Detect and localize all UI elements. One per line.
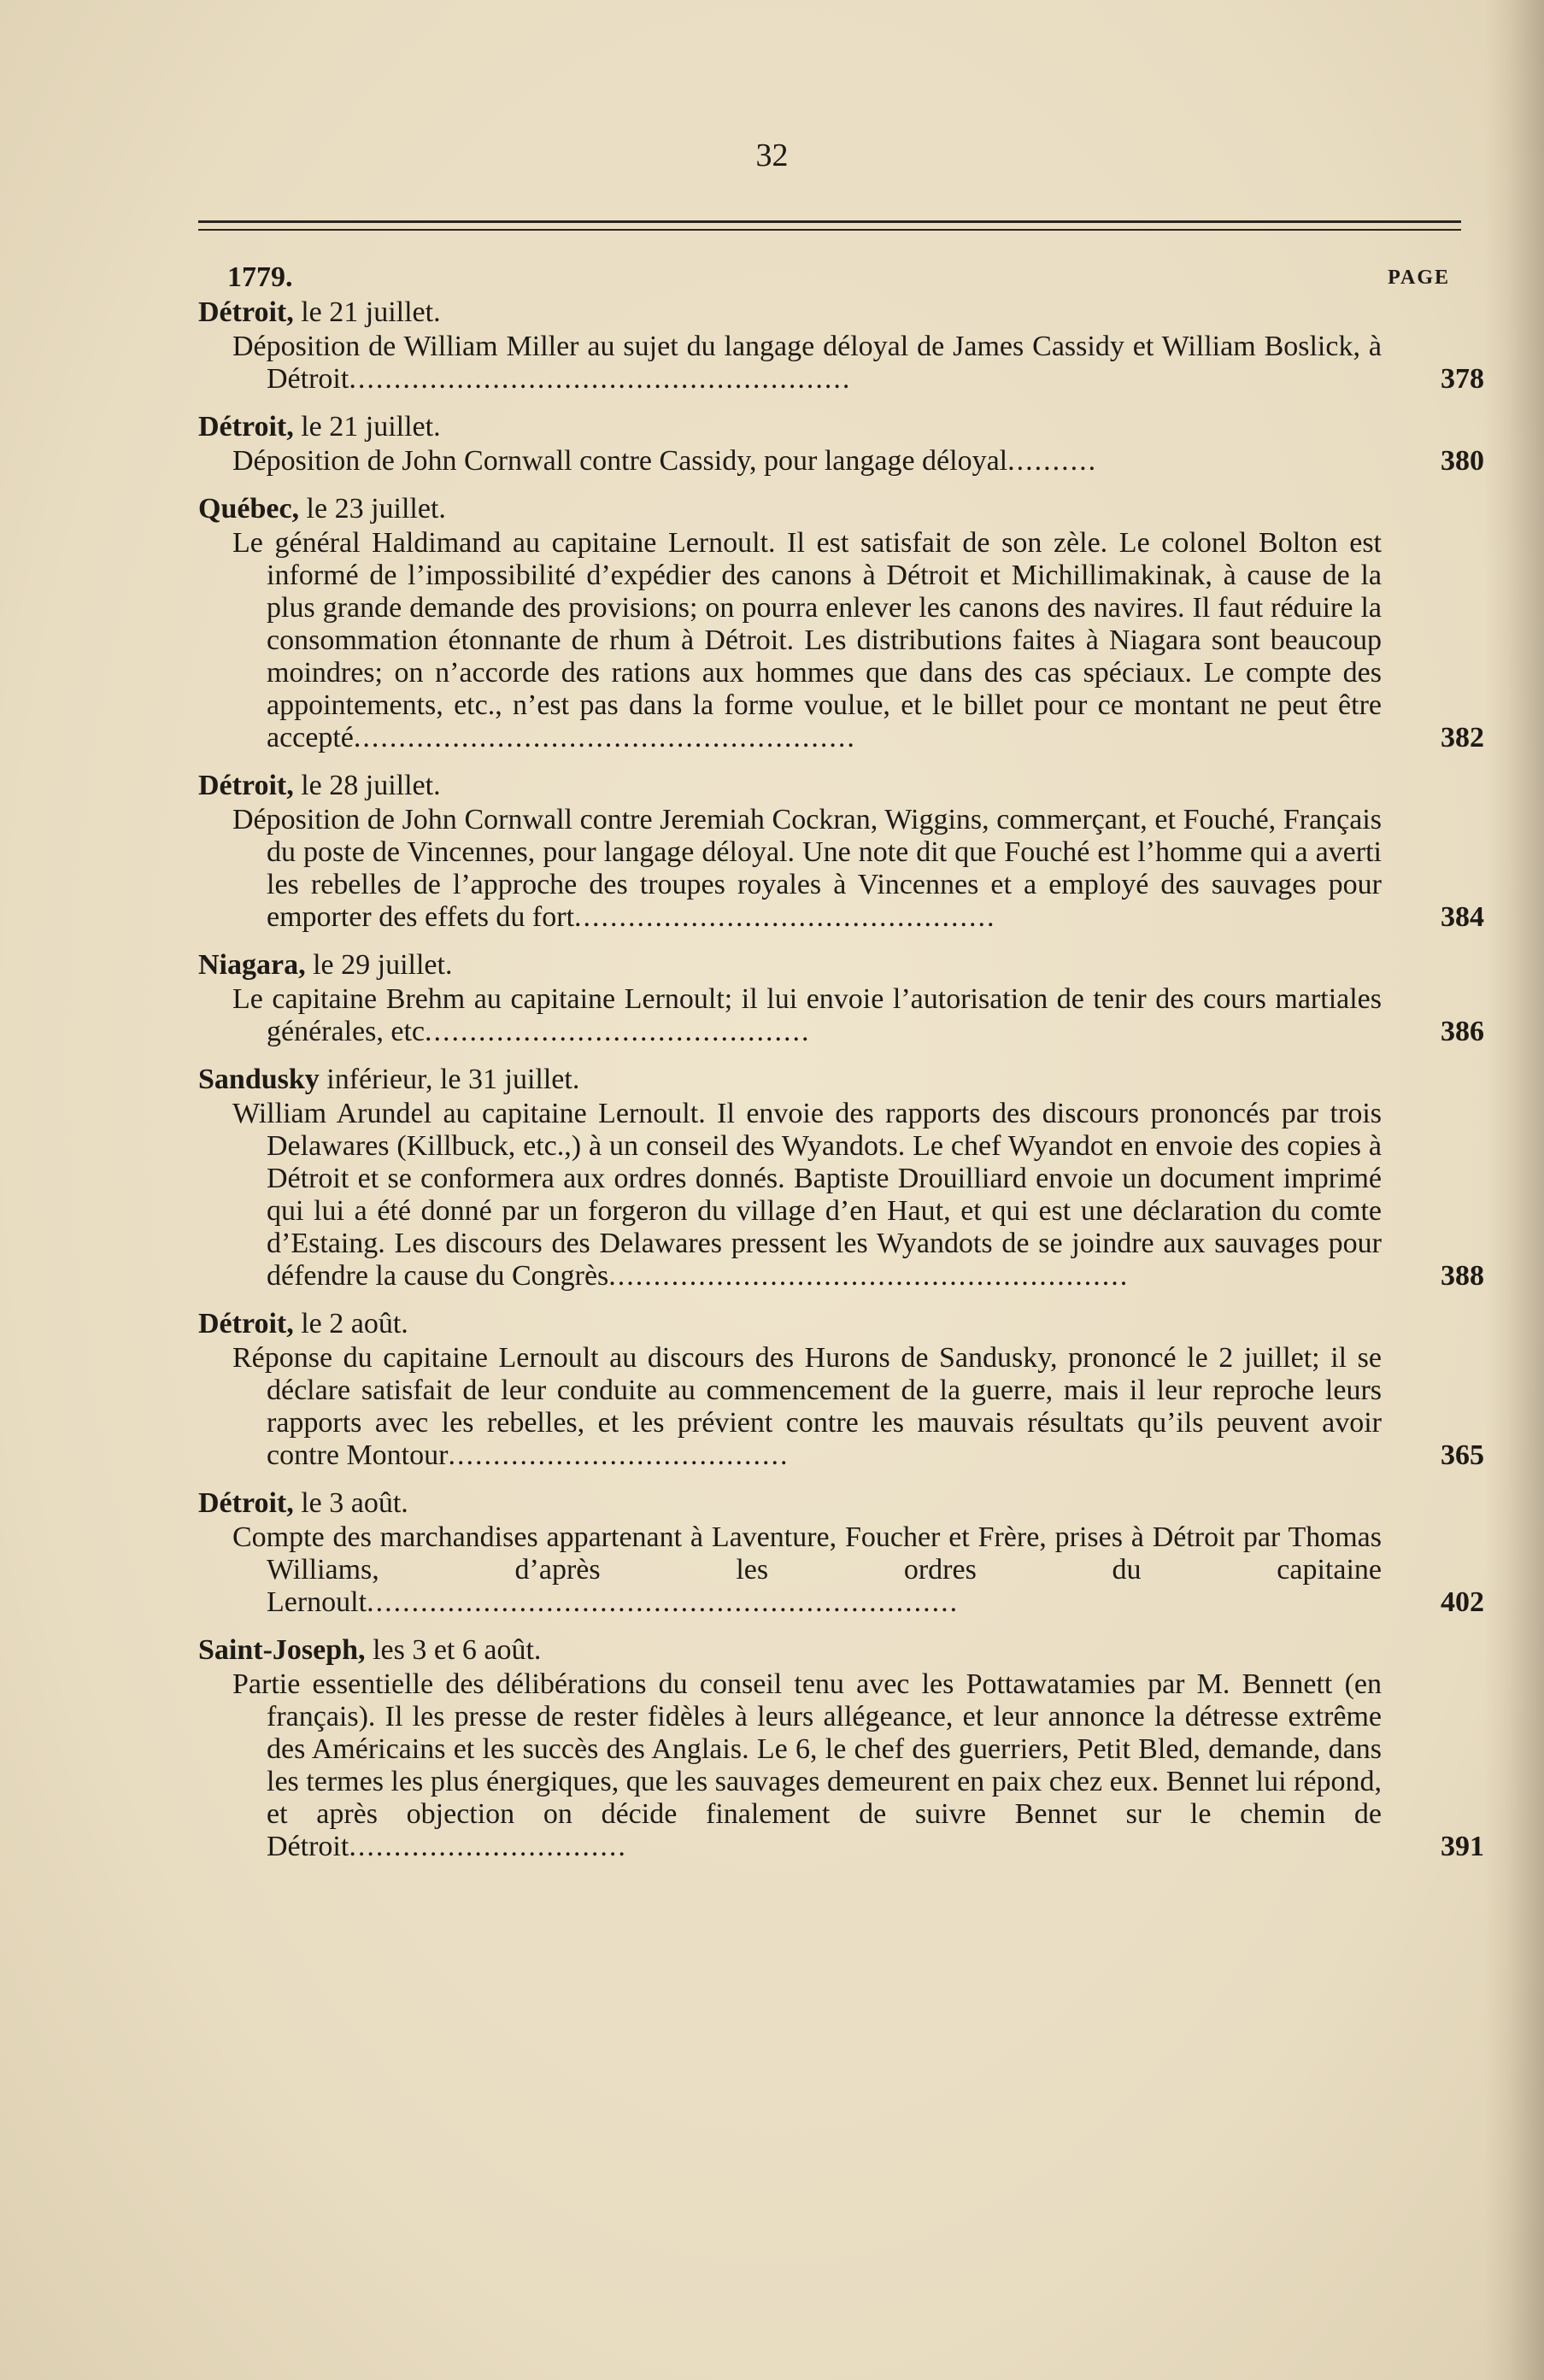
entry-text: Partie essentielle des délibérations du conseil tenu avec les Pottawatamies par M. Bennett (en français). Il les presse de rester fidèles à leurs allégeance, et leur annonce la détresse extrême des Américains et les succès des Anglais. Le 6, le chef des guerriers, Petit Bled, demande, dans les termes les plus énergiques, que les sauvages demeurent en paix chez eux. Bennet lui répond, et après objection on décide finalement de suivre Bennet sur le chemin de Détroit xyxy=(232,1668,1382,1862)
entry-description xyxy=(198,527,1382,754)
dot-leader: ...................................... xyxy=(448,1439,790,1471)
entry-place: Niagara, xyxy=(198,949,306,981)
dot-leader: ........................................................ xyxy=(353,722,856,753)
entry-description-row xyxy=(198,804,1492,934)
entry-page-ref: 384 xyxy=(1441,901,1484,933)
entry-description-row xyxy=(198,445,1492,478)
entry-page-ref: 402 xyxy=(1441,1586,1484,1618)
entry-text: Le général Haldimand au capitaine Lernoult. Il est satisfait de son zèle. Le colonel Bolton est informé de l’impossibilité d’expédier des canons à Détroit et Michillimakinak, à cause de la plus grande demande des provisions; on pourra enlever les canons des navires. Il faut réduire la consommation étonnante de rhum à Détroit. Les distributions faites à Niagara sont beaucoup moindres; on n’accorde des rations aux hommes que dans des cas spéciaux. Le compte des appointements, etc., n’est pas dans la forme voulue, et le billet pour ce montant ne peut être accepté xyxy=(232,527,1382,753)
entry-place-date xyxy=(198,1486,1492,1521)
entry-place-date xyxy=(198,1306,1492,1342)
calendar-entry xyxy=(198,1633,1492,1863)
entry-page-ref: 365 xyxy=(1441,1439,1484,1471)
entry-place: Détroit, xyxy=(198,1487,294,1519)
entry-description-row xyxy=(198,1098,1492,1293)
header-rule-thin xyxy=(198,229,1461,231)
entry-text: William Arundel au capitaine Lernoult. Il envoie des rapports des discours prononcés par trois Delawares (Killbuck, etc.,) à un conseil des Wyandots. Le chef Wyandot en envoie des copies à Détroit et se conformera aux ordres donnés. Baptiste Drouilliard envoie un document imprimé qui lui a été donné par un forgeron du village d’en Haut, et qui est une déclaration du comte d’Estaing. Les discours des Delawares pressent les Wyandots de se joindre aux sauvages pour défendre la cause du Congrès xyxy=(232,1098,1382,1292)
entry-text: Réponse du capitaine Lernoult au discours des Hurons de Sandusky, prononcé le 2 juillet; il se déclare satisfait de leur conduite au commencement de la guerre, mais il leur reproche leurs rapports avec les rebelles, et les prévient contre les mauvais résultats qu’ils peuvent avoir contre Montour xyxy=(232,1342,1382,1471)
year-heading: 1779. xyxy=(227,261,293,293)
dot-leader: ............................... xyxy=(349,1831,627,1862)
header-rule xyxy=(198,220,1461,223)
entry-description-row xyxy=(198,331,1492,396)
entry-text: Déposition de John Cornwall contre Cassidy, pour langage déloyal xyxy=(232,445,1008,477)
calendar-entry xyxy=(198,1062,1492,1293)
entry-date: le 29 juillet. xyxy=(313,949,453,981)
entry-description-row xyxy=(198,1342,1492,1472)
entry-description-row xyxy=(198,1521,1492,1619)
dot-leader: .......................................................... xyxy=(608,1260,1130,1292)
dot-leader: ............................................... xyxy=(574,901,996,933)
entry-place: Québec, xyxy=(198,493,300,525)
entry-date: les 3 et 6 août. xyxy=(373,1634,542,1666)
page-column-header: PAGE xyxy=(1388,267,1450,289)
entry-list xyxy=(198,295,1492,1877)
entry-text: Compte des marchandises appartenant à Laventure, Foucher et Frère, prises à Détroit par Thomas Williams, d’après les ordres du capitaine Lernoult xyxy=(232,1521,1382,1618)
entry-page-ref: 391 xyxy=(1441,1831,1484,1862)
entry-place-date xyxy=(198,768,1492,804)
dot-leader: ........................................................ xyxy=(349,363,852,395)
entry-place: Détroit, xyxy=(198,1308,294,1339)
entry-page-ref: 378 xyxy=(1441,363,1484,395)
entry-date: le 23 juillet. xyxy=(306,493,446,525)
dot-leader: .......... xyxy=(1007,445,1098,477)
calendar-entry xyxy=(198,1486,1492,1619)
entry-place: Détroit, xyxy=(198,770,294,801)
entry-date: le 21 juillet. xyxy=(301,296,441,328)
entry-place-date xyxy=(198,491,1492,527)
entry-place: Détroit, xyxy=(198,296,294,328)
entry-description xyxy=(198,1342,1382,1472)
entry-place: Saint-Joseph, xyxy=(198,1634,366,1666)
entry-place-date xyxy=(198,1062,1492,1098)
entry-page-ref: 388 xyxy=(1441,1260,1484,1292)
entry-description xyxy=(198,1098,1382,1293)
entry-description xyxy=(198,1521,1382,1619)
entry-page-ref: 386 xyxy=(1441,1016,1484,1047)
entry-description-row xyxy=(198,1668,1492,1863)
entry-place-date xyxy=(198,295,1492,331)
entry-description-row xyxy=(198,983,1492,1048)
entry-text: Le capitaine Brehm au capitaine Lernoult; il lui envoie l’autorisation de tenir des cours martiales générales, etc xyxy=(232,983,1382,1047)
entry-date: le 2 août. xyxy=(301,1308,408,1339)
entry-place-date xyxy=(198,947,1492,983)
entry-date: le 3 août. xyxy=(301,1487,408,1519)
entry-place-date xyxy=(198,409,1492,445)
entry-place: Sandusky xyxy=(198,1064,320,1095)
calendar-entry xyxy=(198,295,1492,396)
page-number: 32 xyxy=(755,138,789,173)
entry-date: le 21 juillet. xyxy=(301,411,441,443)
entry-description xyxy=(198,445,1382,478)
entry-place: Détroit, xyxy=(198,411,294,443)
entry-text: Déposition de William Miller au sujet du langage déloyal de James Cassidy et William Boslick, à Détroit xyxy=(232,331,1382,395)
entry-date: inférieur, le 31 juillet. xyxy=(326,1064,580,1095)
entry-page-ref: 380 xyxy=(1441,445,1484,477)
calendar-entry xyxy=(198,1306,1492,1472)
entry-description xyxy=(198,331,1382,396)
entry-page-ref: 382 xyxy=(1441,722,1484,753)
dot-leader: .................................................................. xyxy=(367,1586,960,1618)
calendar-entry xyxy=(198,491,1492,754)
calendar-entry xyxy=(198,409,1492,478)
page-edge-shadow xyxy=(1484,0,1544,2380)
entry-text: Déposition de John Cornwall contre Jeremiah Cockran, Wiggins, commerçant, et Fouché, Français du poste de Vincennes, pour langage déloyal. Une note dit que Fouché est l’homme qui a averti les rebelles de l’approche des troupes royales à Vincennes et a employé des sauvages pour emporter des effets du fort xyxy=(232,804,1382,933)
entry-description xyxy=(198,1668,1382,1863)
calendar-entry xyxy=(198,947,1492,1048)
dot-leader: ........................................... xyxy=(425,1016,811,1047)
entry-description xyxy=(198,983,1382,1048)
calendar-entry xyxy=(198,768,1492,934)
entry-description-row xyxy=(198,527,1492,754)
entry-place-date xyxy=(198,1633,1492,1668)
entry-date: le 28 juillet. xyxy=(301,770,441,801)
entry-description xyxy=(198,804,1382,934)
